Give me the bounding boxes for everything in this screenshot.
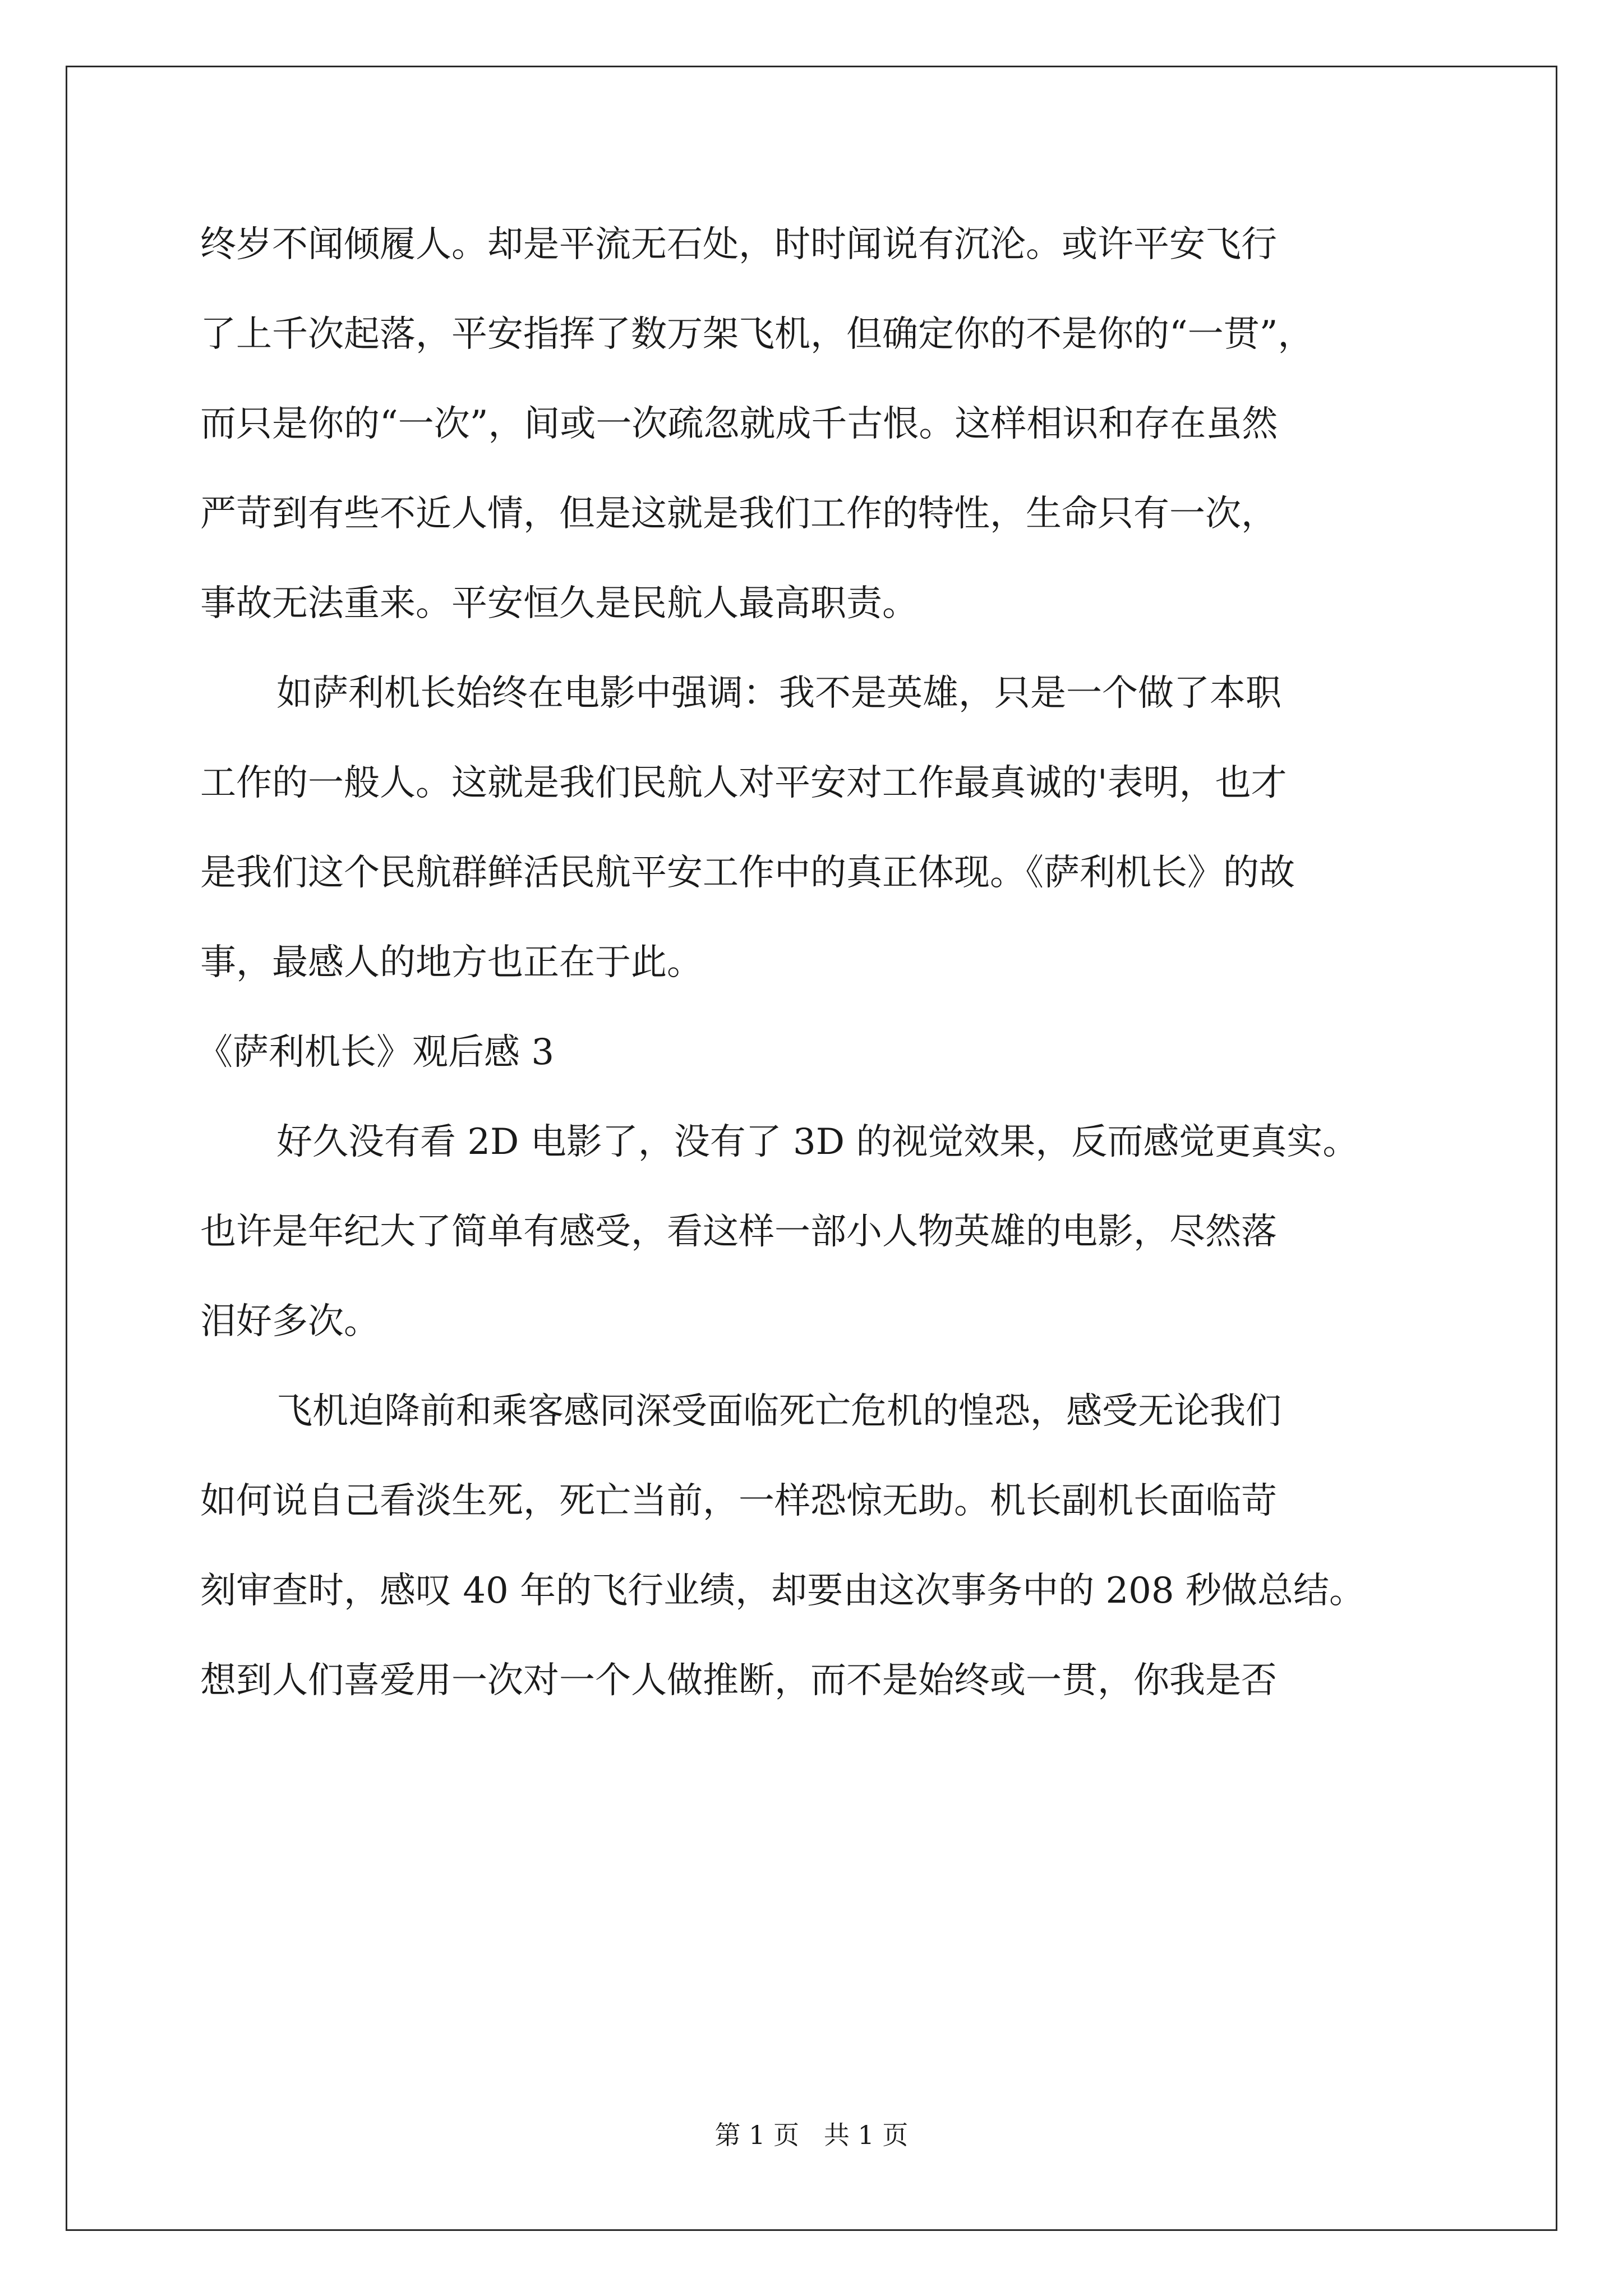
text-line-2: 了上千次起落，平安指挥了数万架飞机，但确定你的不是你的“一贯”， bbox=[200, 314, 1314, 355]
text-line-9: 事，最感人的地方也正在于此。 bbox=[200, 942, 703, 983]
text-line-7: 工作的一般人。这就是我们民航人对平安对工作最真诚的'表明，也才 bbox=[200, 762, 1287, 804]
section-heading: 《萨利机长》观后感 3 bbox=[197, 1032, 555, 1073]
text-line-8: 是我们这个民航群鲜活民航平安工作中的真正体现。《萨利机长》的故 bbox=[200, 852, 1295, 894]
text-line-14: 飞机迫降前和乘客感同深受面临死亡危机的惶恐，感受无论我们 bbox=[276, 1391, 1281, 1432]
document-body bbox=[197, 200, 1479, 1726]
text-line-16: 刻审查时，感叹 40 年的飞行业绩，却要由这次事务中的 208 秒做总结。 bbox=[200, 1570, 1365, 1612]
text-line-15: 如何说自己看淡生死，死亡当前，一样恐惊无助。机长副机长面临苛 bbox=[200, 1480, 1277, 1522]
text-line-5: 事故无法重来。平安恒久是民航人最高职责。 bbox=[200, 583, 918, 624]
text-line-3: 而只是你的“一次”，间或一次疏忽就成千古恨。这样相识和存在虽然 bbox=[200, 403, 1278, 445]
text-line-6: 如萨利机长始终在电影中强调：我不是英雄，只是一个做了本职 bbox=[276, 673, 1281, 714]
text-line-17: 想到人们喜爱用一次对一个人做推断，而不是始终或一贯，你我是否 bbox=[200, 1660, 1277, 1701]
text-line-1: 终岁不闻倾履人。却是平流无石处，时时闻说有沉沦。或许平安飞行 bbox=[200, 224, 1277, 265]
text-line-12: 也许是年纪大了简单有感受，看这样一部小人物英雄的电影，尽然落 bbox=[200, 1211, 1277, 1253]
text-line-11: 好久没有看 2D 电影了，没有了 3D 的视觉效果，反而感觉更真实。 bbox=[276, 1121, 1359, 1163]
page-footer: 第 1 页 共 1 页 bbox=[714, 2120, 909, 2150]
text-line-4: 严苛到有些不近人情，但是这就是我们工作的特性，生命只有一次， bbox=[200, 493, 1277, 535]
text-line-13: 泪好多次。 bbox=[200, 1301, 380, 1342]
